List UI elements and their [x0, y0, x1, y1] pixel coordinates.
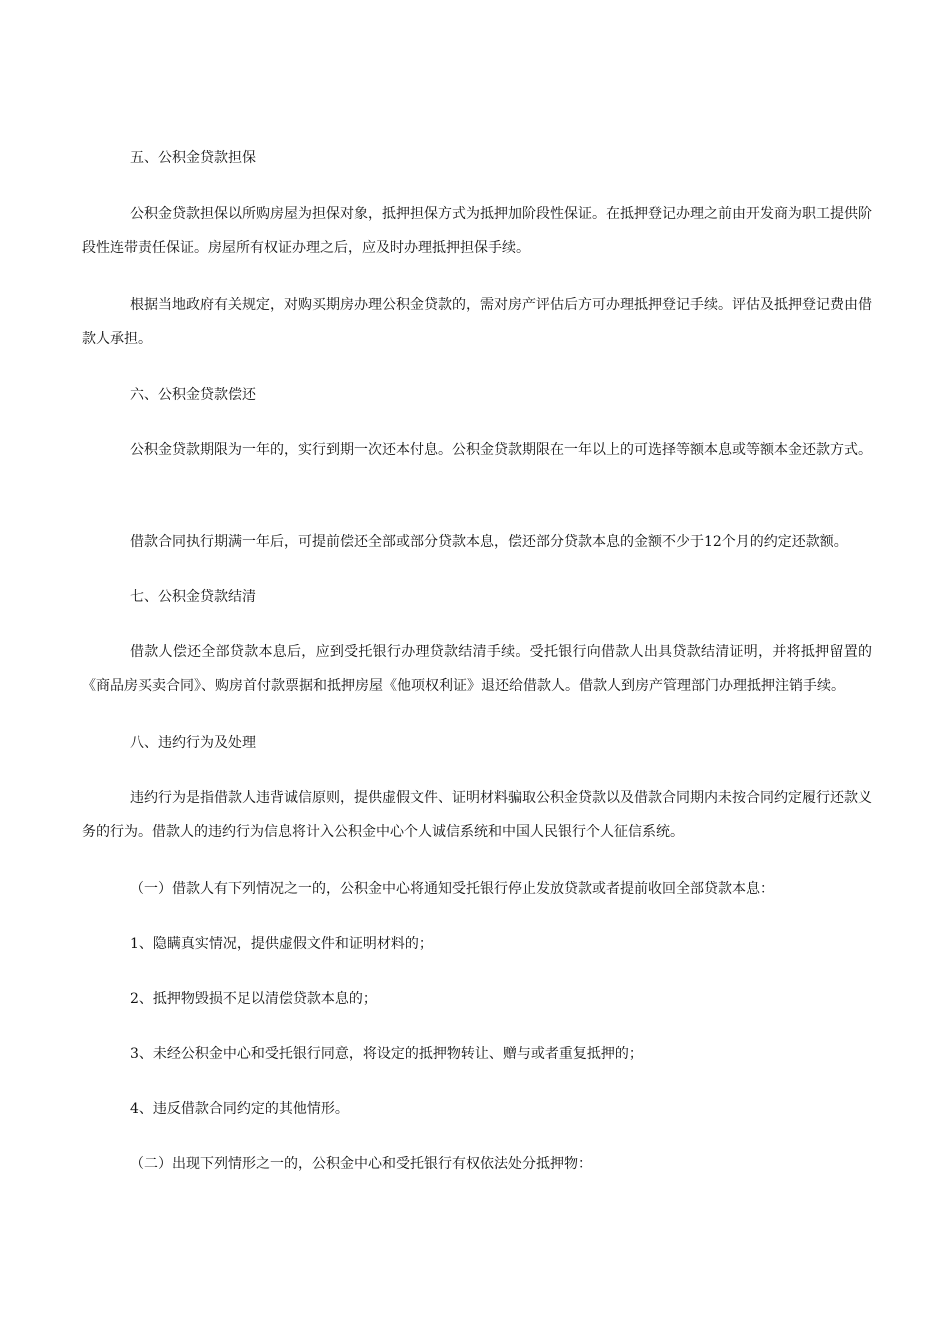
section-5-paragraph-1: 公积金贷款担保以所购房屋为担保对象，抵押担保方式为抵押加阶段性保证。在抵押登记办理之前由开发商为职工提供阶段性连带责任保证。房屋所有权证办理之后，应及时办理抵押担保手续。: [82, 206, 872, 256]
list-item-clause-2: （二）出现下列情形之一的，公积金中心和受托银行有权依法处分抵押物：: [130, 1156, 592, 1172]
section-5-paragraph-2: 根据当地政府有关规定，对购买期房办理公积金贷款的，需对房产评估后方可办理抵押登记手续。评估及抵押登记费由借款人承担。: [82, 297, 872, 347]
section-heading-6: 六、公积金贷款偿还: [130, 387, 256, 403]
section-6-paragraph-2: 借款合同执行期满一年后，可提前偿还全部或部分贷款本息，偿还部分贷款本息的金额不少于12个月的约定还款额。: [130, 534, 848, 550]
list-item-clause-1: （一）借款人有下列情况之一的，公积金中心将通知受托银行停止发放贷款或者提前收回全部贷款本息：: [130, 881, 774, 897]
section-7-paragraph-1: 借款人偿还全部贷款本息后，应到受托银行办理贷款结清手续。受托银行向借款人出具贷款结清证明，并将抵押留置的《商品房买卖合同》、购房首付款票据和抵押房屋《他项权利证》退还给借款人。借款人到房产管理部门办理抵押注销手续。: [82, 644, 872, 694]
list-item-1: 1、隐瞒真实情况，提供虚假文件和证明材料的；: [130, 936, 433, 952]
section-heading-8: 八、违约行为及处理: [130, 735, 256, 751]
section-8-paragraph-1: 违约行为是指借款人违背诚信原则，提供虚假文件、证明材料骗取公积金贷款以及借款合同期内未按合同约定履行还款义务的行为。借款人的违约行为信息将计入公积金中心个人诚信系统和中国人民银行个人征信系统。: [82, 790, 872, 840]
list-item-4: 4、违反借款合同约定的其他情形。: [130, 1101, 349, 1117]
list-item-3: 3、未经公积金中心和受托银行同意，将设定的抵押物转让、赠与或者重复抵押的；: [130, 1046, 643, 1062]
section-6-paragraph-1: 公积金贷款期限为一年的，实行到期一次还本付息。公积金贷款期限在一年以上的可选择等额本息或等额本金还款方式。: [130, 442, 872, 458]
list-item-2: 2、抵押物毁损不足以清偿贷款本息的；: [130, 991, 377, 1007]
section-heading-7: 七、公积金贷款结清: [130, 589, 256, 605]
section-heading-5: 五、公积金贷款担保: [130, 150, 256, 166]
